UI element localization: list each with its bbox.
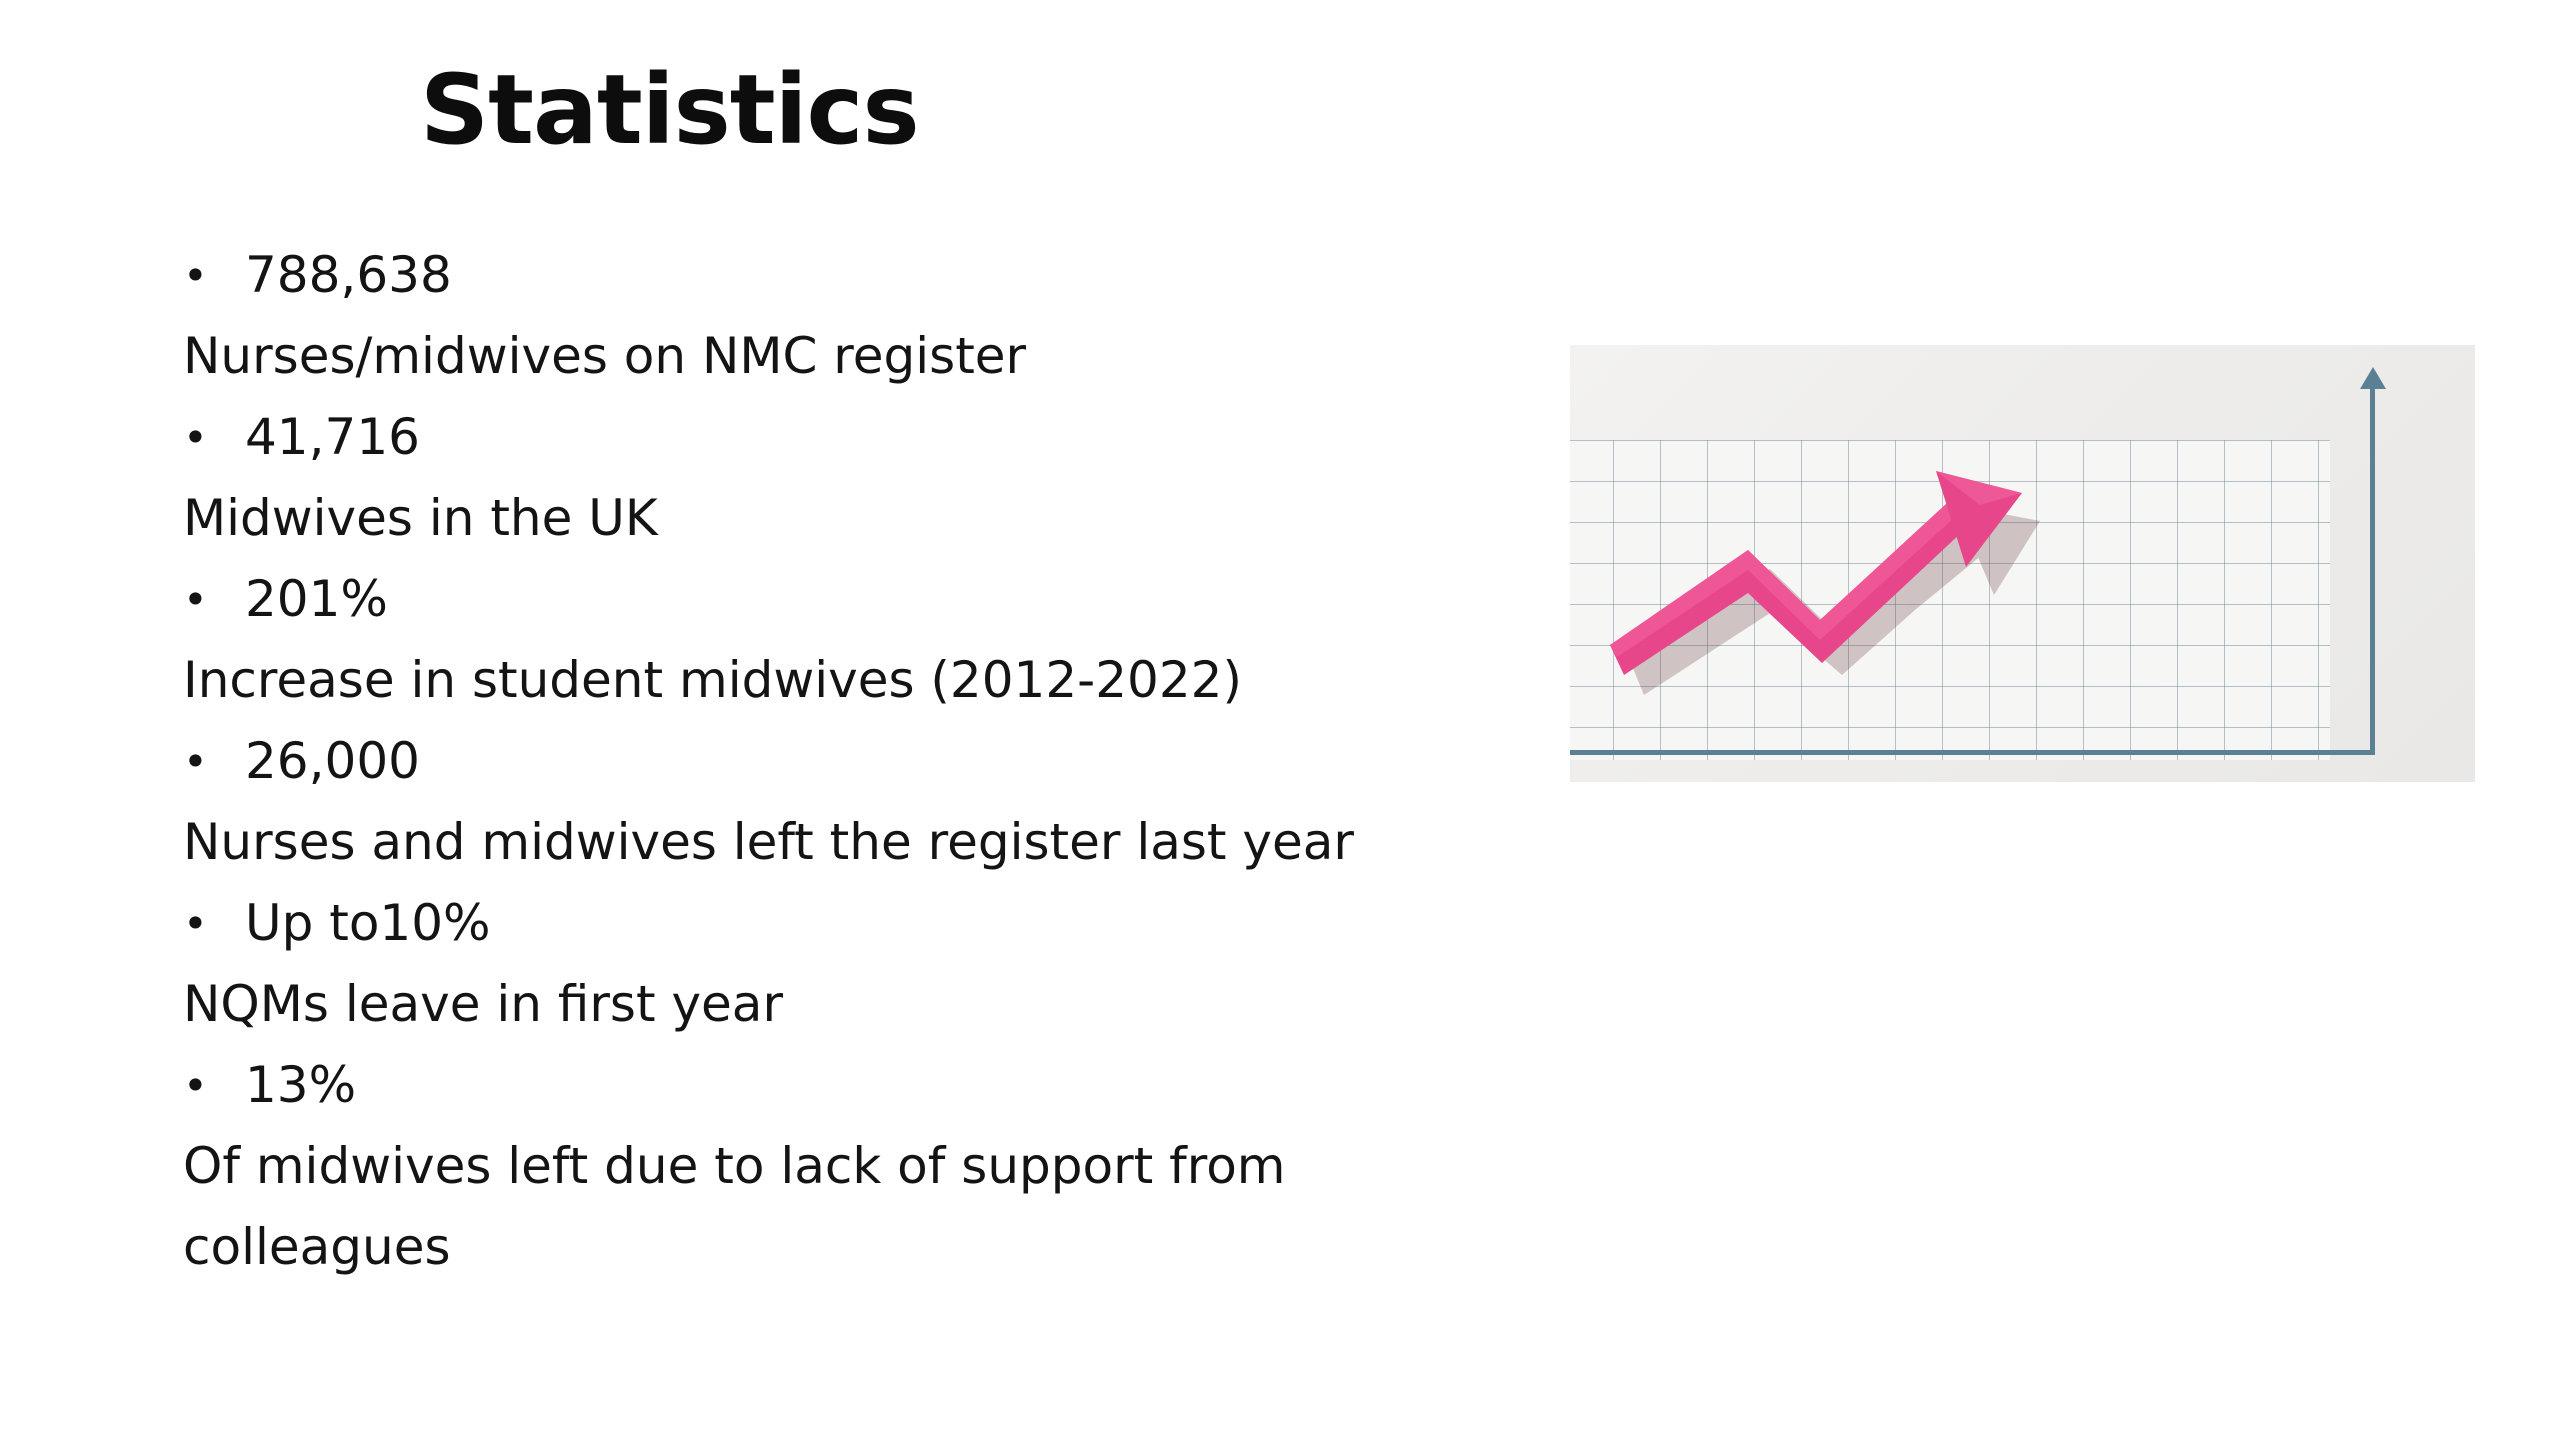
stat-description: Of midwives left due to lack of support from colleagues — [183, 1137, 1286, 1276]
stat-description: Nurses/midwives on NMC register — [183, 327, 1027, 385]
list-item — [183, 559, 1483, 721]
stat-value-line — [183, 235, 1483, 316]
stat-description: Nurses and midwives left the register last year — [183, 813, 1354, 871]
stat-value: 26,000 — [245, 732, 420, 790]
stat-value-line — [183, 559, 1483, 640]
stat-value: 201% — [245, 570, 388, 628]
bullet-icon: • — [183, 251, 208, 300]
statistics-list — [183, 235, 1483, 1288]
bullet-icon: • — [183, 737, 208, 786]
bullet-icon: • — [183, 899, 208, 948]
bullet-icon: • — [183, 1061, 208, 1110]
stat-value-line — [183, 721, 1483, 802]
bullet-icon: • — [183, 575, 208, 624]
page-title: Statistics — [420, 54, 919, 166]
stat-value: 41,716 — [245, 408, 420, 466]
stat-value-line — [183, 397, 1483, 478]
list-item — [183, 397, 1483, 559]
stat-value: 788,638 — [245, 246, 452, 304]
stat-description: Midwives in the UK — [183, 489, 658, 547]
upward-trend-arrow-photo — [1570, 345, 2475, 782]
list-item — [183, 721, 1483, 883]
stat-value: 13% — [245, 1056, 357, 1114]
stat-value: Up to10% — [245, 894, 491, 952]
stat-description: NQMs leave in first year — [183, 975, 783, 1033]
list-item — [183, 235, 1483, 397]
pink-arrow-icon — [1570, 345, 2475, 782]
image-alt-text — [0, 0, 1, 1]
bullet-icon: • — [183, 413, 208, 462]
stat-description: Increase in student midwives (2012-2022) — [183, 651, 1242, 709]
stat-value-line — [183, 1045, 1483, 1126]
list-item — [183, 883, 1483, 1045]
stat-value-line — [183, 883, 1483, 964]
photo-inner — [1570, 345, 2475, 782]
list-item — [183, 1045, 1483, 1288]
